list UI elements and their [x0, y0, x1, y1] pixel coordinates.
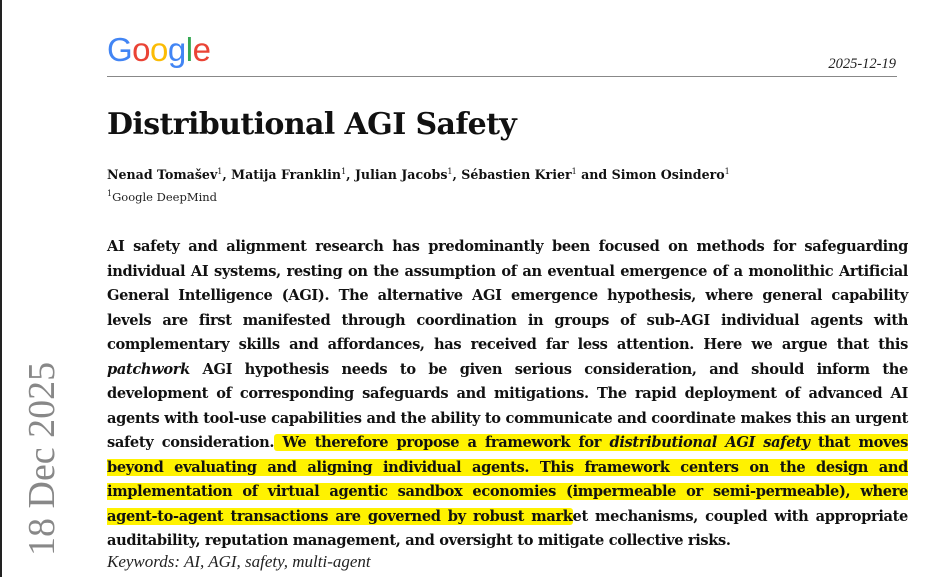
logo-letter: o [150, 31, 168, 68]
author-name: Nenad Tomašev [107, 167, 218, 182]
separator: , [222, 167, 232, 182]
keywords: Keywords: AI, AGI, safety, multi-agent [107, 552, 371, 571]
affiliation-marker: 1 [107, 189, 113, 198]
arxiv-side-date: 18 Dec 2025 [21, 361, 63, 556]
affiliation-marker: 1 [571, 167, 577, 176]
logo-letter: G [107, 31, 133, 68]
separator: , [452, 167, 462, 182]
header-rule [107, 76, 897, 77]
separator: and [576, 167, 612, 182]
emphasis-patchwork: patchwork [107, 360, 190, 378]
affiliation-marker: 1 [217, 167, 223, 176]
google-logo [107, 30, 210, 70]
affiliation-marker: 1 [724, 167, 730, 176]
abstract-text: AI safety and alignment research has predominantly been focused on methods for safeguarding individual AI systems, resting on the assumption of an eventual emergence of a monolithic Artificial General Intelligence (AGI). The alternative AGI emergence hypothesis, where general capability levels are first manifested through coordination in groups of sub-AGI individual agents with complementary skills and affordances, has received far less attention. Here we argue that this [107, 238, 908, 353]
logo-letter: o [132, 31, 151, 68]
abstract-text: et mechanisms, coupled with appropriate auditability, reputation management, and oversight to mitigate collective risks. [107, 507, 908, 549]
logo-letter: l [185, 31, 193, 68]
logo-letter: e [192, 31, 211, 68]
page-left-border [0, 0, 2, 577]
abstract [107, 235, 908, 554]
author-name: Matija Franklin [231, 167, 342, 182]
publication-date: 2025-12-19 [828, 56, 896, 72]
logo-letter: g [167, 31, 186, 68]
affiliation-marker: 1 [447, 167, 453, 176]
author-name: Simon Osindero [611, 167, 725, 182]
author-list [107, 167, 730, 182]
separator: , [346, 167, 355, 182]
author-name: Sébastien Krier [461, 167, 572, 182]
paper-title: Distributional AGI Safety [107, 107, 517, 142]
abstract-text: AGI hypothesis needs to be given serious consideration, and should inform the development of corresponding safeguards and mitigations. The rapid deployment of advanced AI agents with tool-use capabilities and the ability to communicate and coordinate makes this an urgent safety consideration. [107, 360, 908, 451]
affiliation-name: Google DeepMind [112, 190, 218, 204]
emphasis-distributional-agi-safety: distributional AGI safety [609, 434, 810, 451]
highlight-segment: that moves beyond evaluating and aligning individual agents. This framework centers on the design and implementation of virtual agentic sandbox economies (impermeable or semi-permeable), where agent-to-agent transactions are governed by robust mark [107, 434, 908, 525]
affiliation [107, 189, 217, 204]
author-name: Julian Jacobs [354, 167, 448, 182]
highlight-segment: We therefore propose a framework for [274, 434, 610, 451]
affiliation-marker: 1 [341, 167, 347, 176]
